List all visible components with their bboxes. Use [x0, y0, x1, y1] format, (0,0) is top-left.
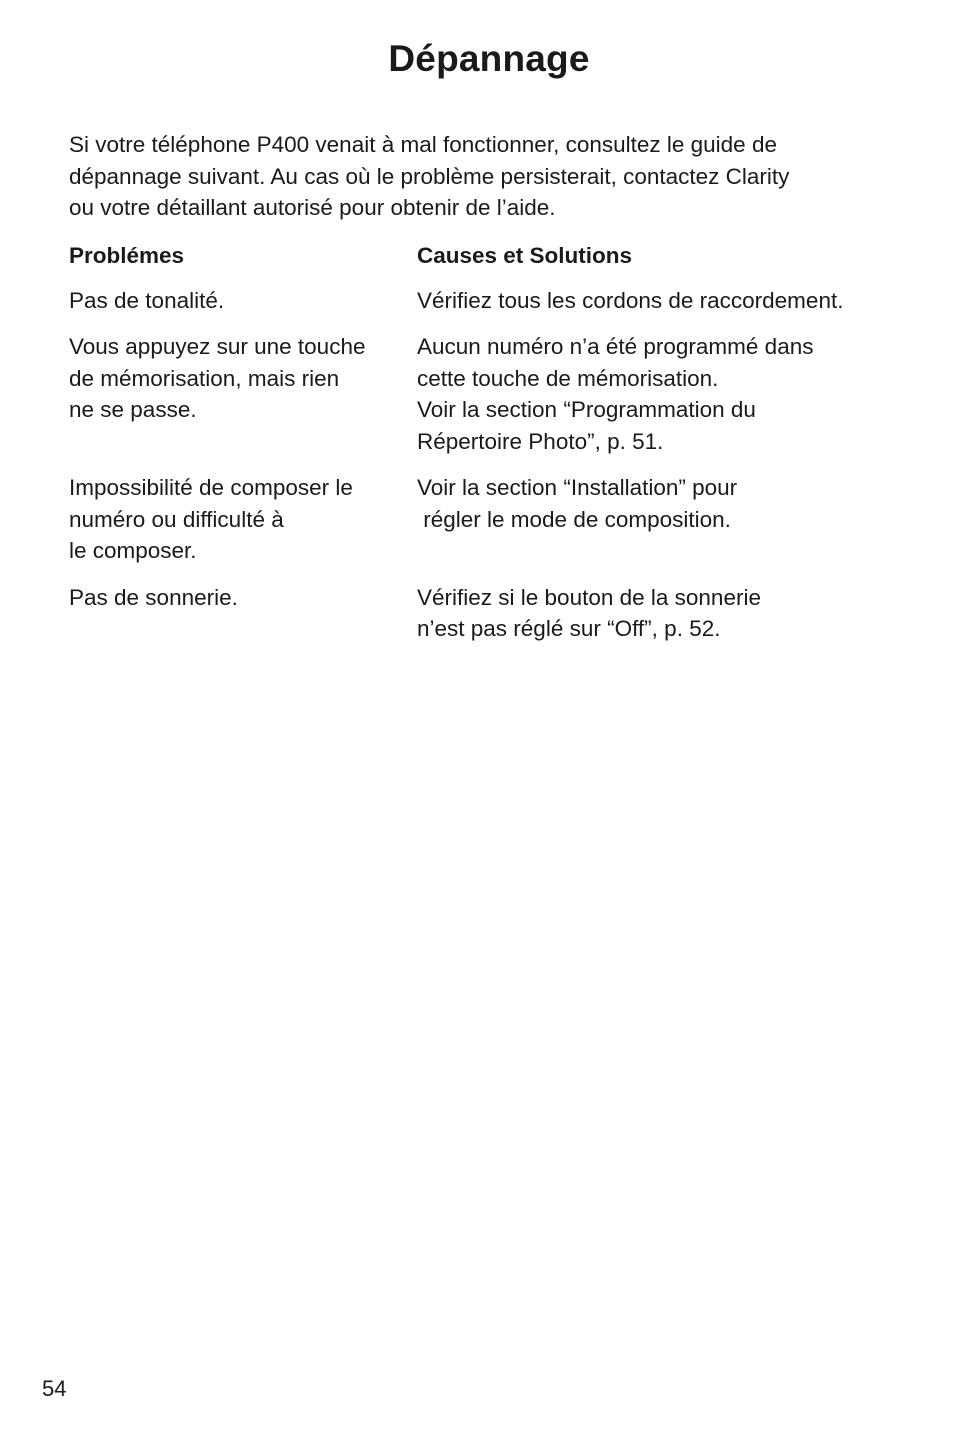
solution-line: n’est pas réglé sur “Off”, p. 52. — [417, 616, 721, 641]
solution-line: Voir la section “Installation” pour — [417, 475, 738, 500]
problems-header: Problémes — [69, 243, 185, 268]
problem-line: Vous appuyez sur une touche — [69, 334, 366, 359]
problem-cell — [69, 582, 417, 645]
intro-paragraph — [69, 129, 859, 224]
table-row — [69, 582, 929, 645]
table-header-row — [69, 240, 929, 272]
troubleshooting-table — [69, 240, 929, 645]
solution-line: Voir la section “Programmation du — [417, 397, 756, 422]
solution-line: Vérifiez tous les cordons de raccordement. — [417, 287, 844, 313]
intro-line: ou votre détaillant autorisé pour obtenir de l’aide. — [69, 195, 556, 220]
table-row — [69, 472, 929, 567]
problem-line: Impossibilité de composer le — [69, 475, 353, 500]
solution-line: Aucun numéro n’a été programmé dans — [417, 334, 814, 359]
solution-line: Répertoire Photo”, p. 51. — [417, 428, 664, 454]
problem-line: de mémorisation, mais rien — [69, 365, 340, 391]
solution-cell — [417, 582, 929, 645]
solution-line: régler le mode de composition. — [417, 506, 731, 532]
solution-cell — [417, 331, 929, 457]
solutions-header: Causes et Solutions — [417, 243, 633, 268]
problem-line: Pas de tonalité. — [69, 287, 225, 313]
problem-line: numéro ou difficulté à — [69, 506, 284, 532]
solution-line: cette touche de mémorisation. — [417, 365, 719, 391]
table-row — [69, 331, 929, 457]
page-number: 54 — [42, 1376, 67, 1401]
intro-line: Si votre téléphone P400 venait à mal fonctionner, consultez le guide de — [69, 132, 777, 157]
problem-line: Pas de sonnerie. — [69, 584, 238, 610]
problem-cell — [69, 285, 417, 317]
page-title: Dépannage — [388, 38, 590, 79]
table-row — [69, 285, 929, 317]
problem-line: le composer. — [69, 538, 197, 563]
problem-line: ne se passe. — [69, 397, 197, 422]
problem-cell — [69, 472, 417, 567]
intro-line: dépannage suivant. Au cas où le problème persisterait, contactez Clarity — [69, 163, 790, 189]
solution-line: Vérifiez si le bouton de la sonnerie — [417, 584, 761, 610]
solution-cell — [417, 472, 929, 567]
problem-cell — [69, 331, 417, 457]
solution-cell — [417, 285, 929, 317]
